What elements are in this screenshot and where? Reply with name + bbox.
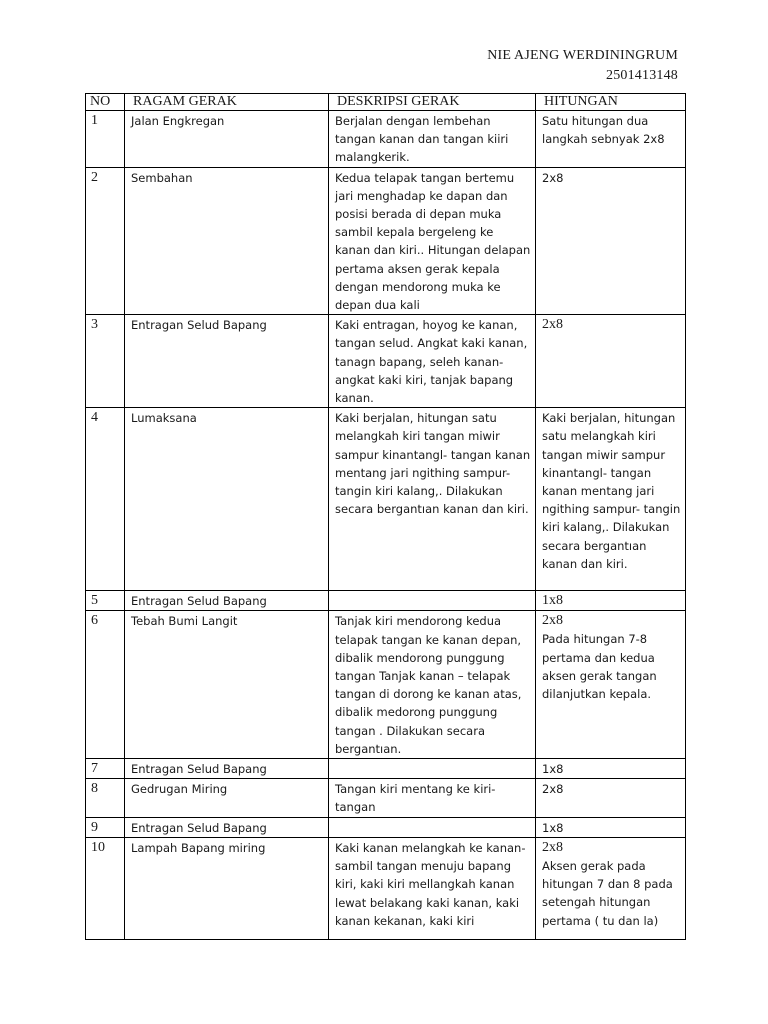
ragam-gerak-cell: Lampah Bapang miring: [125, 837, 329, 939]
deskripsi-gerak-cell: [329, 759, 536, 779]
column-header-hitungan: HITUNGAN: [536, 94, 686, 111]
ragam-gerak-cell: Entragan Selud Bapang: [125, 817, 329, 837]
hitungan-text: Satu hitungan dua langkah sebnyak 2x8: [542, 114, 665, 147]
table-row: [86, 111, 686, 168]
ragam-gerak-cell: Gedrugan Miring: [125, 779, 329, 817]
deskripsi-gerak-cell: Berjalan dengan lembehan tangan kanan dan tangan kiiri malangkerik.: [329, 111, 536, 168]
hitungan-cell: [536, 779, 686, 817]
row-number: 3: [86, 315, 125, 408]
deskripsi-gerak-cell: Kaki kanan melangkah ke kanan- sambil tangan menuju bapang kiri, kaki kiri mellangkah kanan lewat belakang kaki kanan, kaki kanan kekanan, kaki kiri: [329, 837, 536, 939]
row-number: 5: [86, 591, 125, 611]
row-number: 9: [86, 817, 125, 837]
hitungan-cell: [536, 837, 686, 939]
row-number: 7: [86, 759, 125, 779]
table-row: [86, 315, 686, 408]
column-header-no: NO: [86, 94, 125, 111]
student-id: 2501413148: [606, 68, 678, 83]
hitungan-text: 2x8: [542, 317, 563, 333]
table-row: [86, 817, 686, 837]
ragam-gerak-cell: Entragan Selud Bapang: [125, 315, 329, 408]
deskripsi-gerak-cell: [329, 817, 536, 837]
hitungan-text: 1x8: [542, 762, 564, 777]
hitungan-text: 2x8: [542, 839, 563, 855]
deskripsi-gerak-cell: Tanjak kiri mendorong kedua telapak tangan ke kanan depan, dibalik mendorong punggung tangan Tanjak kanan – telapak tangan di dorong ke kanan atas, dibalik medorong punggung tangan . Dilakukan secara bergantıan.: [329, 611, 536, 759]
hitungan-cell: [536, 817, 686, 837]
row-number: 8: [86, 779, 125, 817]
ragam-gerak-cell: Lumaksana: [125, 408, 329, 591]
hitungan-cell: [536, 315, 686, 408]
deskripsi-gerak-cell: Kaki berjalan, hitungan satu melangkah kiri tangan miwir sampur kinantangl- tangan kanan mentang jari ngithing sampur- tangin kiri kalang,. Dilakukan secara bergantıan kanan dan kiri.: [329, 408, 536, 591]
table-row: [86, 167, 686, 315]
table-header-row: [86, 94, 686, 111]
table-row: [86, 779, 686, 817]
hitungan-cell: [536, 591, 686, 611]
hitungan-text: 1x8: [542, 820, 564, 835]
hitungan-text: 2x8: [542, 782, 564, 797]
document-header: [487, 46, 678, 86]
deskripsi-gerak-cell: Tangan kiri mentang ke kiri- tangan: [329, 779, 536, 817]
column-header-ragam-gerak: RAGAM GERAK: [125, 94, 329, 111]
ragam-gerak-cell: Sembahan: [125, 167, 329, 315]
table-row: [86, 591, 686, 611]
hitungan-cell: [536, 167, 686, 315]
table-row: [86, 611, 686, 759]
ragam-gerak-cell: Tebah Bumi Langit: [125, 611, 329, 759]
row-number: 2: [86, 167, 125, 315]
table-row: [86, 759, 686, 779]
row-number: 1: [86, 111, 125, 168]
table-row: [86, 837, 686, 939]
hitungan-text: Kaki berjalan, hitungan satu melangkah kiri tangan miwir sampur kinantangl- tangan kanan mentang jari ngithing sampur- tangin kiri kalang,. Dilakukan secara bergantıan kanan dan kiri.: [542, 411, 681, 571]
deskripsi-gerak-cell: Kaki entragan, hoyog ke kanan, tangan selud. Angkat kaki kanan, tanagn bapang, seleh kanan- angkat kaki kiri, tanjak bapang kanan.: [329, 315, 536, 408]
ragam-gerak-cell: Entragan Selud Bapang: [125, 759, 329, 779]
hitungan-cell: [536, 759, 686, 779]
hitungan-text: 2x8: [542, 613, 563, 629]
row-number: 10: [86, 837, 125, 939]
hitungan-text: Aksen gerak pada hitungan 7 dan 8 pada setengah hitungan pertama ( tu dan la): [542, 858, 673, 928]
row-number: 6: [86, 611, 125, 759]
dance-movement-table: [85, 93, 686, 940]
deskripsi-gerak-cell: Kedua telapak tangan bertemu jari menghadap ke dapan dan posisi berada di depan muka sambil kepala bergeleng ke kanan dan kiri.. Hitungan delapan pertama aksen gerak kepala dengan mendorong muka ke depan dua kali: [329, 167, 536, 315]
hitungan-text: 1x8: [542, 593, 563, 609]
table-body: [86, 111, 686, 940]
hitungan-cell: [536, 408, 686, 591]
hitungan-text: 2x8: [542, 170, 564, 185]
ragam-gerak-cell: Jalan Engkregan: [125, 111, 329, 168]
table-row: [86, 408, 686, 591]
deskripsi-gerak-cell: [329, 591, 536, 611]
hitungan-cell: [536, 611, 686, 759]
column-header-deskripsi-gerak: DESKRIPSI GERAK: [329, 94, 536, 111]
hitungan-text: Pada hitungan 7-8 pertama dan kedua aksen gerak tangan dilanjutkan kepala.: [542, 632, 657, 702]
author-name: NIE AJENG WERDININGRUM: [487, 48, 678, 63]
hitungan-cell: [536, 111, 686, 168]
ragam-gerak-cell: Entragan Selud Bapang: [125, 591, 329, 611]
row-number: 4: [86, 408, 125, 591]
